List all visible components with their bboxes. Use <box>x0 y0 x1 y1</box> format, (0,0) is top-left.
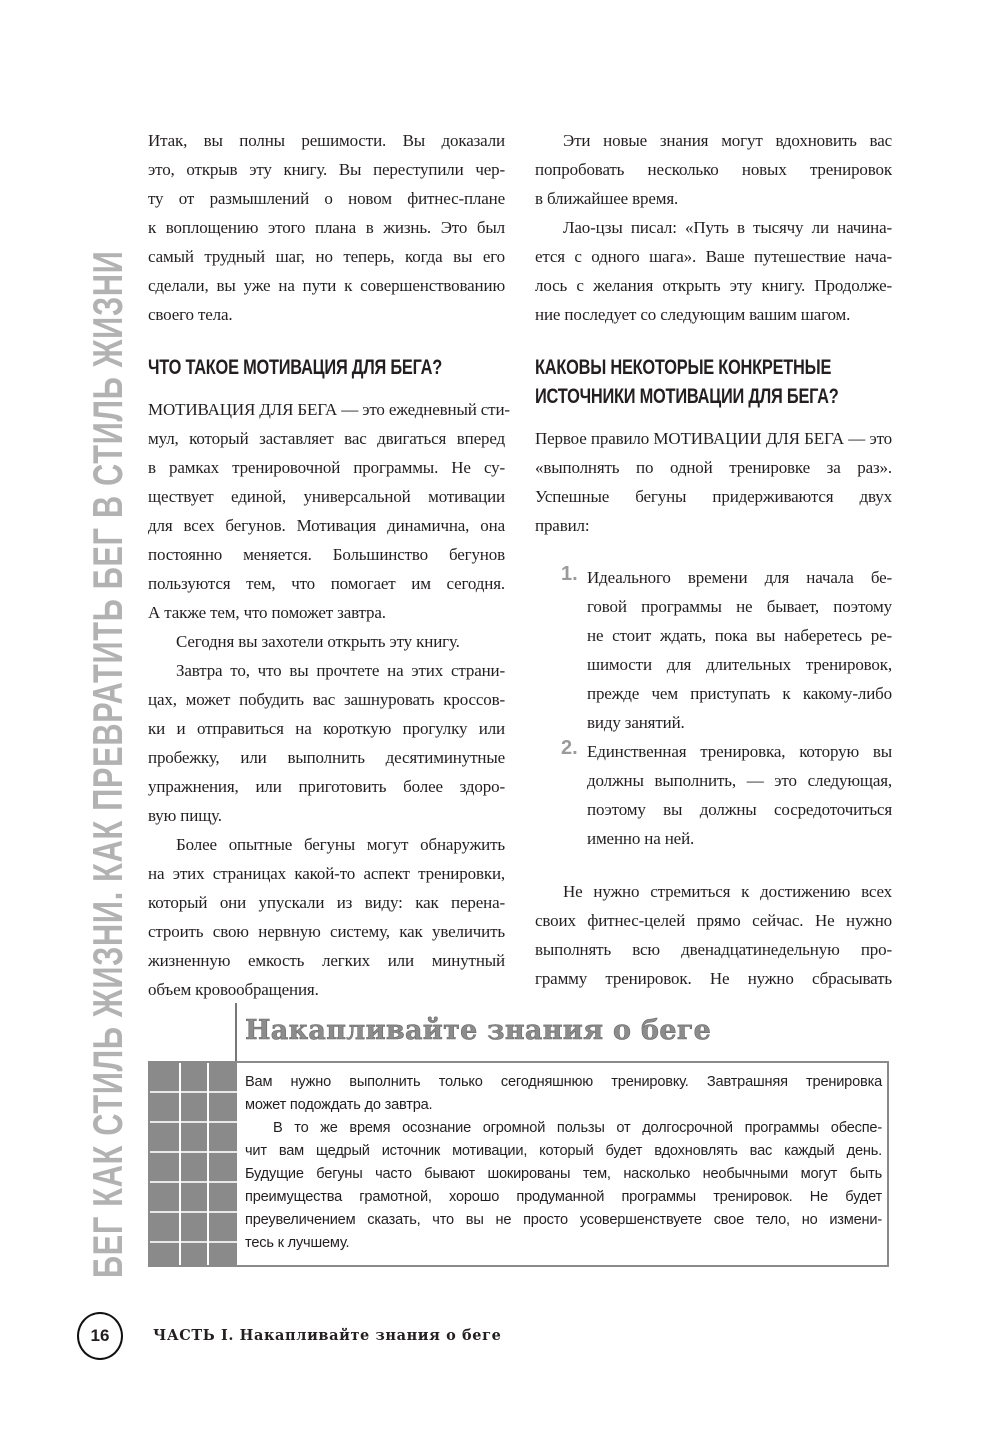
heading-line: ИСТОЧНИКИ МОТИВАЦИИ ДЛЯ БЕГА? <box>535 385 839 408</box>
sidebar-text-line: может подождать до завтра. <box>245 1097 433 1113</box>
section-heading <box>535 353 892 411</box>
grid-decoration <box>150 1063 237 1265</box>
left-column <box>148 126 510 1004</box>
text-line: ту от размышлений о новом фитнес-плане <box>148 189 505 208</box>
text-line: мул, который заставляет вас двигаться вперед <box>148 429 505 448</box>
text-line: своих фитнес-целей прямо сейчас. Не нужно <box>535 911 892 930</box>
text-line: ки и отправиться на короткую прогулку или <box>148 719 505 738</box>
sidebar-text-line: В то же время осознание огромной пользы от долгосрочной программы обеспе- <box>273 1120 882 1136</box>
text-line: прежде чем приступать к какому-либо <box>587 684 892 703</box>
text-line: Лао-цзы писал: «Путь в тысячу ли начина- <box>563 218 892 237</box>
section-heading <box>148 353 505 382</box>
text-line: Итак, вы полны решимости. Вы доказали <box>148 131 505 150</box>
paragraph <box>148 395 510 627</box>
text-line: Единственная тренировка, которую вы <box>587 742 892 761</box>
running-footer: ЧАСТЬ I. Накапливайте знания о беге <box>153 1327 502 1344</box>
paragraph <box>535 877 892 993</box>
text-line: объем кровообращения. <box>148 980 319 999</box>
heading-line: КАКОВЫ НЕКОТОРЫЕ КОНКРЕТНЫЕ <box>535 356 832 379</box>
text-line: «выполнять по одной тренировке за раз». <box>535 458 892 477</box>
text-line: к воплощению этого плана в жизнь. Это был <box>148 218 505 237</box>
text-line: говой программы не бывает, поэтому <box>587 597 892 616</box>
text-line: поэтому вы должны сосредоточиться <box>587 800 892 819</box>
list-item <box>535 563 892 737</box>
text-line: для всех бегунов. Мотивация динамична, она <box>148 516 505 535</box>
sidebar-box <box>148 1061 889 1267</box>
sidebar-text-line: Будущие бегуны часто бывают шокированы тем, насколько необычными могут быть <box>245 1166 882 1182</box>
text-line: МОТИВАЦИЯ ДЛЯ БЕГА — это ежедневный сти- <box>148 400 510 419</box>
text-line: в ближайшее время. <box>535 189 679 208</box>
list-number: 2. <box>561 737 578 759</box>
text-line: на этих страницах какой-то аспект тренировки, <box>148 864 505 883</box>
text-line: не стоит ждать, пока вы наберетесь ре- <box>587 626 892 645</box>
text-line: Завтра то, что вы прочтете на этих страни- <box>176 661 505 680</box>
sidebar-divider <box>235 1003 237 1063</box>
right-column <box>535 126 892 993</box>
text-line: именно на ней. <box>587 829 695 848</box>
text-line: цах, может побудить вас зашнуровать кроссов- <box>148 690 505 709</box>
text-line: упражнения, или приготовить более здоро- <box>148 777 505 796</box>
text-line: который они упускали из виду: как перена- <box>148 893 505 912</box>
sidebar-text-line: тесь к лучшему. <box>245 1235 350 1251</box>
text-line: пробежку, или выполнить десятиминутные <box>148 748 505 767</box>
text-line: жизненную емкость легких или минутный <box>148 951 505 970</box>
text-line: строить свою нервную систему, как увеличить <box>148 922 505 941</box>
text-line: виду занятий. <box>587 713 685 732</box>
text-line: это, открыв эту книгу. Вы переступили чер- <box>148 160 505 179</box>
paragraph <box>535 126 892 213</box>
text-line: попробовать несколько новых тренировок <box>535 160 892 179</box>
text-line: Эти новые знания могут вдохновить вас <box>563 131 892 150</box>
paragraph <box>535 424 892 540</box>
text-line: грамму тренировок. Не нужно сбрасывать <box>535 969 892 988</box>
text-line: ется с одного шага». Ваше путешествие нача- <box>535 247 892 266</box>
text-line: ние последует со следующим вашим шагом. <box>535 305 851 324</box>
page-number: 16 <box>77 1312 123 1360</box>
paragraph <box>535 213 892 329</box>
text-line: в рамках тренировочной программы. Не су- <box>148 458 505 477</box>
text-line: лось с желания открыть эту книгу. Продолже- <box>535 276 892 295</box>
text-line: правил: <box>535 516 590 535</box>
text-line: пользуются тем, что помогает им сегодня. <box>148 574 505 593</box>
text-line: вую пищу. <box>148 806 222 825</box>
text-line: самый трудный шаг, но теперь, когда вы его <box>148 247 505 266</box>
text-line: Успешные бегуны придерживаются двух <box>535 487 892 506</box>
heading-line: ЧТО ТАКОЕ МОТИВАЦИЯ ДЛЯ БЕГА? <box>148 356 442 379</box>
list-item <box>535 737 892 853</box>
text-line: Более опытные бегуны могут обнаружить <box>176 835 505 854</box>
text-line: должны выполнить, — это следующая, <box>587 771 892 790</box>
list-number: 1. <box>561 563 578 585</box>
sidebar-text <box>245 1071 882 1255</box>
paragraph <box>148 830 505 1004</box>
text-line: Идеального времени для начала бе- <box>587 568 892 587</box>
sidebar-text-line: Вам нужно выполнить только сегодняшнюю тренировку. Завтрашняя тренировка <box>245 1074 882 1090</box>
text-line: Сегодня вы захотели открыть эту книгу. <box>176 632 460 651</box>
text-line: выполнять всю двенадцатинедельную про- <box>535 940 892 959</box>
text-line: шимости для длительных тренировок, <box>587 655 892 674</box>
text-line: своего тела. <box>148 305 233 324</box>
sidebar-title: Накапливайте знания о беге <box>245 1015 712 1046</box>
text-line: постоянно меняется. Большинство бегунов <box>148 545 505 564</box>
sidebar-text-line: преимущества грамотной, хорошо продуманной программы тренировок. Не будет <box>245 1189 882 1205</box>
sidebar-text-line: чит вам щедрый источник мотивации, который будет вдохновлять вас каждый день. <box>245 1143 882 1159</box>
text-line: Не нужно стремиться к достижению всех <box>563 882 892 901</box>
sidebar-text-line: преувеличением сказать, что вы не просто усовершенствуете свое тело, но измени- <box>245 1212 882 1228</box>
paragraph <box>148 126 505 329</box>
paragraph <box>148 627 505 656</box>
paragraph <box>148 656 505 830</box>
text-line: Первое правило МОТИВАЦИИ ДЛЯ БЕГА — это <box>535 429 892 448</box>
text-line: сделали, вы уже на пути к совершенствованию <box>148 276 505 295</box>
text-line: А также тем, что поможет завтра. <box>148 603 386 622</box>
text-line: ществует единой, универсальной мотивации <box>148 487 505 506</box>
side-running-title: БЕГ КАК СТИЛЬ ЖИЗНИ. КАК ПРЕВРАТИТЬ БЕГ В СТИЛЬ ЖИЗНИ <box>84 250 131 1278</box>
